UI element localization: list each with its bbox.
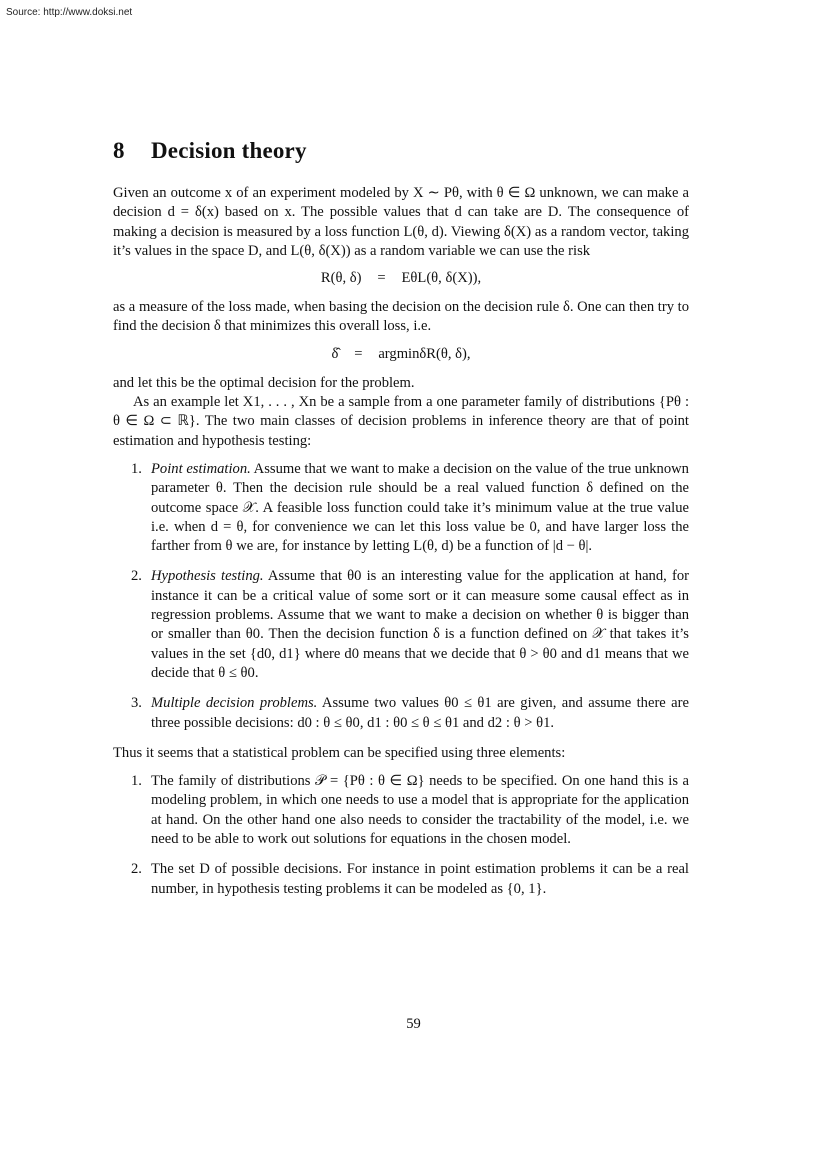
paragraph-three-elements: Thus it seems that a statistical problem can be specified using three elements: — [113, 744, 566, 761]
list-item-lead: Hypothesis testing. — [151, 568, 264, 585]
equation-risk-lhs: R(θ, δ) — [320, 270, 362, 287]
equation-argmin-lhs: δ̂ — [331, 345, 339, 362]
list-marker: 2. — [131, 861, 142, 878]
section-title: Decision theory — [151, 138, 307, 163]
decision-classes-list — [113, 460, 689, 733]
paragraph-intro: Given an outcome x of an experiment modeled by X ∼ Pθ, with θ ∈ Ω unknown, we can make a decision d = δ(x) based on x. The possible values that d can take are D. The consequence of making a decision is measured by a loss function L(θ, d). Viewing δ(X) as a random vector, taking it’s values in the space D, and L(θ, δ(X)) as a random variable we can use the risk — [113, 185, 689, 259]
elements-list — [113, 772, 689, 899]
equation-argmin-rhs: argminδR(θ, δ), — [378, 345, 471, 362]
paragraph-measure: as a measure of the loss made, when basing the decision on the decision rule δ. One can then try to find the decision δ that minimizes this overall loss, i.e. — [113, 299, 689, 335]
list-item-text: Assume that θ0 is an interesting value for the application at hand, for instance it can be a critical value of some sort or it can measure some causal effect as in regression problems. Assume that we want to make a decision on whether θ is bigger than or smaller than θ0. Then the decision function δ is a function defined on 𝒳 that takes it’s values in the set {d0, d1} where d0 means that we decide that θ > θ0 and d1 means that we decide that θ ≤ θ0. — [151, 568, 689, 681]
section-heading — [113, 138, 689, 164]
list-item-lead: Multiple decision problems. — [151, 695, 318, 712]
list-item-text: Assume that we want to make a decision on the value of the true unknown parameter θ. Then the decision rule should be a real valued function δ defined on the outcome space 𝒳. A feasible loss function could take it’s minimum value at the true value i.e. when d = θ, for convenience we can let this loss value be 0, and have larger loss the farther from θ we are, for instance by letting L(θ, d) be a function of |d − θ|. — [151, 460, 689, 555]
equation-argmin-rel: = — [354, 345, 363, 362]
section-number: 8 — [113, 138, 125, 163]
source-url: Source: http://www.doksi.net — [6, 7, 133, 18]
list-item — [113, 567, 689, 683]
equation-argmin — [113, 346, 689, 363]
paragraph-optimal: and let this be the optimal decision for the problem. — [113, 374, 415, 391]
equation-risk-rhs: EθL(θ, δ(X)), — [401, 270, 482, 287]
list-marker: 1. — [131, 773, 142, 790]
paragraph-example: As an example let X1, . . . , Xn be a sample from a one parameter family of distributions {Pθ : θ ∈ Ω ⊂ ℝ}. The two main classes of decision problems in inference theory are that of point estimation and hypothesis testing: — [113, 394, 689, 449]
list-item — [113, 860, 689, 899]
page-number: 59 — [406, 1016, 421, 1032]
list-item-text: The set D of possible decisions. For instance in point estimation problems it can be a real number, in hypothesis testing problems it can be modeled as {0, 1}. — [151, 861, 689, 897]
list-marker: 3. — [131, 695, 142, 712]
list-marker: 2. — [131, 568, 142, 585]
list-item — [113, 772, 689, 849]
list-item — [113, 460, 689, 556]
list-item-text: Assume two values θ0 ≤ θ1 are given, and assume there are three possible decisions: d0 : θ ≤ θ0, d1 : θ0 ≤ θ ≤ θ1 and d2 : θ > θ1. — [151, 695, 689, 731]
page-body — [113, 138, 689, 910]
list-item-lead: Point estimation. — [151, 460, 251, 477]
list-item — [113, 694, 689, 733]
equation-risk — [113, 270, 689, 287]
list-marker: 1. — [131, 460, 142, 477]
equation-risk-rel: = — [377, 270, 386, 287]
list-item-text: The family of distributions 𝒫 = {Pθ : θ ∈ Ω} needs to be specified. On one hand this is a modeling problem, in which one needs to use a model that is appropriate for the application at hand. On the other hand one also needs to consider the tractability of the model, i.e. we need to be able to work out solutions for equations in the chosen model. — [151, 773, 689, 848]
